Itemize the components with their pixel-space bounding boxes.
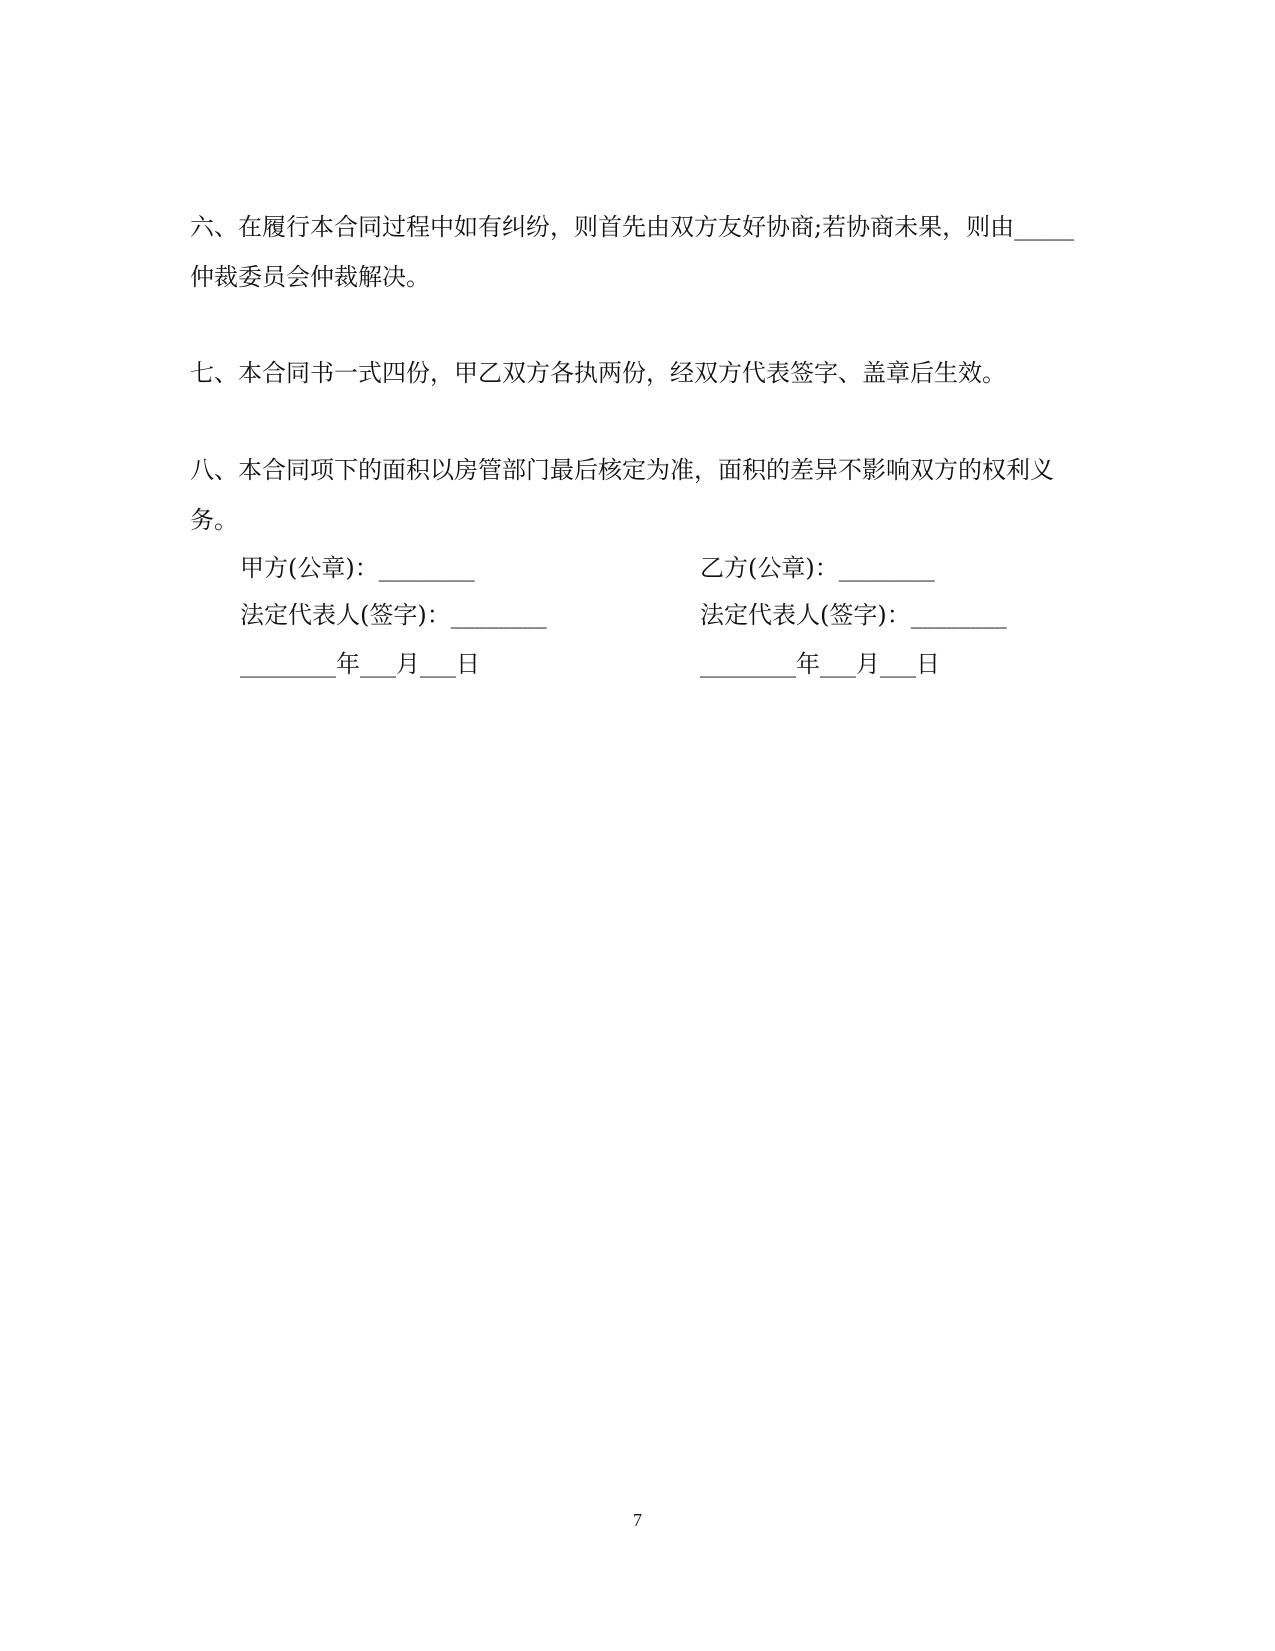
clause-seven: 七、本合同书一式四份，甲乙双方各执两份，经双方代表签字、盖章后生效。	[190, 359, 1006, 387]
page-number: 7	[633, 1510, 642, 1530]
party-a-date: ________年___月___日	[240, 650, 480, 678]
clause-eight: 八、本合同项下的面积以房管部门最后核定为准，面积的差异不影响双方的权利义务。	[190, 456, 1054, 534]
party-a-seal: 甲方(公章)：________	[240, 554, 475, 582]
party-a-representative: 法定代表人(签字)：________	[240, 601, 547, 629]
party-b-representative: 法定代表人(签字)：________	[700, 601, 1007, 629]
party-b-seal: 乙方(公章)：________	[700, 554, 935, 582]
clause-six: 六、在履行本合同过程中如有纠纷，则首先由双方友好协商;若协商未果，则由_____仲裁委员会仲裁解决。	[190, 213, 1075, 291]
party-b-date: ________年___月___日	[700, 650, 940, 678]
